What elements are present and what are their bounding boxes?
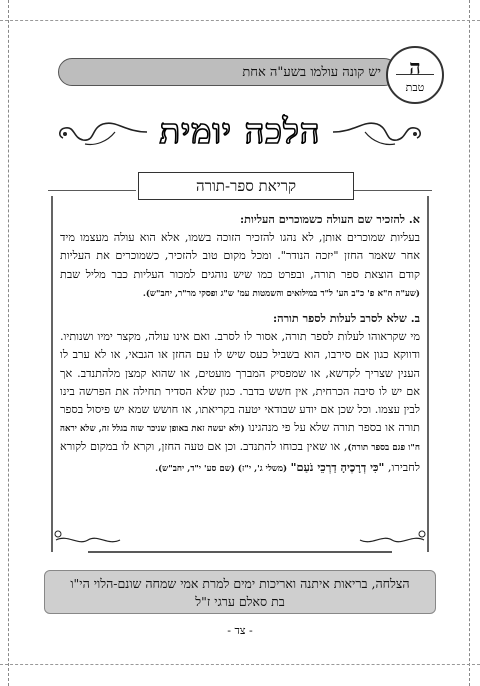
paragraph-b xyxy=(60,309,420,478)
paragraph-a-source: (שע"ה ח"א פ' כ"ב הע' ל"ד במילואים והשמטות עמ' ש"ג ופסקי מר"ר, יחב"ש). xyxy=(142,288,420,299)
section-title-text: קריאת ספר-תורה xyxy=(195,176,297,195)
date-badge xyxy=(386,46,444,104)
paragraph-b-text-continued: , או שאין בכוחו להתנדב. וכן אם טעה החזן, וקרא לו במקום לקורא לחבירו, xyxy=(60,440,420,474)
right-flourish-icon xyxy=(330,114,425,150)
paragraph-b-heading: ב. שלא לסרב לעלות לספר תורה: xyxy=(273,311,420,326)
page-title: הלכה יומית xyxy=(159,112,321,152)
paragraph-a xyxy=(60,210,420,303)
cut-line-bottom xyxy=(0,664,480,665)
cut-line-top xyxy=(0,20,480,21)
cut-line-left xyxy=(8,0,9,686)
paragraph-b-quote-source: (משלי ג', י"ז) (שם סע' י"ד, יחב"ש). xyxy=(155,463,288,474)
paragraph-b-note: (ולא יעשה זאת באופן שניכר שזה בגלל זה, שלא יראה ח"ו פגם בספר תורה) xyxy=(60,424,420,454)
paragraph-a-heading: א. להזכיר שם העולה כשמוכרים העליות: xyxy=(240,212,420,226)
dedication-line-1: הצלחה, בריאות איתנה ואריכות ימים למרת אמי שמחה שונם-הלוי הי"ו xyxy=(70,576,410,591)
page-number: - צד - xyxy=(227,624,253,637)
dedication-line-2: בת סאלם ערגי ז"ל xyxy=(195,594,285,609)
title-block xyxy=(55,108,425,152)
badge-month: טבת xyxy=(405,80,425,94)
paragraph-b-text: מי שקראוהו לעלות לספר תורה, אסור לו לסרב. ואם אינו עולה, מקצר ימיו ושנותיו. ודווקא כגון אם סירבו, הוא בשביל כעס שיש לו עם החזן או הגבאי, או לא ערב לו הענין שצריך לקדשא, או שמפסיק המברך מועטים, או שהוא קמצן מלהתנדב. אך אם יש לו סיבה הכרחית, אין חשש בדבר. כגון שלא הסדיר תחילה את הפרשה בינו לבין עצמו. וכל שכן אם יודע שבודאי יטעה בקריאתו, או חושש שמא יש פיסול בספר תורה או בספר תורה שלא על פי מנהגינו xyxy=(60,330,420,435)
badge-divider xyxy=(396,74,434,75)
header-saying: יש קונה עולמו בשע"ה אחת xyxy=(242,65,381,80)
badge-letter: ה xyxy=(409,54,421,79)
header-saying-bar xyxy=(58,58,398,86)
article-body xyxy=(60,210,420,478)
cut-line-right xyxy=(469,0,470,686)
dedication-box xyxy=(44,570,436,614)
section-title xyxy=(138,172,354,200)
paragraph-a-text: בעליות שמוכרים אותן, לא נהגו להזכיר הזוכה בשמו, אלא הוא עולה מעצמו מיד אחר שאמר החזן "יזכה הנודר". ומכל מקום טוב להזכיר, כשמוכרים את העליות קודם הוצאת ספר תורה, ובפרט כמו שיש נוהגים למכור העליות כבר מליל שבת xyxy=(60,231,420,281)
paragraph-b-quote: "כִּי דְרָכֶיהָ דַרְכֵי נֹעַם" xyxy=(290,459,385,474)
